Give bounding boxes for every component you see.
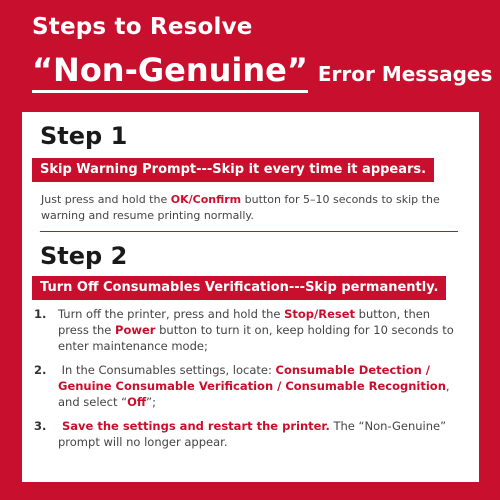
list-item	[34, 362, 464, 410]
instructions-card	[22, 112, 479, 482]
step2-banner: Turn Off Consumables Verification---Skip permanently.	[32, 276, 446, 300]
step1-banner: Skip Warning Prompt---Skip it every time it appears.	[32, 158, 434, 182]
step2-heading: Step 2	[40, 242, 128, 270]
list-highlight: Save the settings and restart the printer.	[58, 419, 330, 433]
list-highlight: Stop/Reset	[284, 307, 356, 321]
step1-text-part: Just press and hold the	[41, 193, 171, 206]
list-text: Turn off the printer, press and hold the	[58, 307, 285, 321]
list-number: 3.	[34, 419, 47, 433]
step1-heading: Step 1	[40, 122, 128, 150]
list-highlight: Consumable Detection / Genuine Consumable Verification / Consumable Recognition	[58, 363, 446, 393]
list-text: In the Consumables settings, locate:	[58, 363, 276, 377]
step1-highlight: OK/Confirm	[170, 193, 242, 206]
list-number: 2.	[34, 363, 47, 377]
divider	[40, 231, 458, 232]
page-title-line2	[32, 50, 492, 93]
list-text: button to turn it on, keep holding for 10 seconds to enter maintenance mode;	[58, 323, 454, 353]
list-number: 1.	[34, 307, 47, 321]
page-title-suffix: Error Messages	[317, 62, 493, 86]
list-text: ”;	[146, 395, 157, 409]
step1-text	[41, 192, 466, 224]
step2-list	[34, 306, 464, 458]
list-text: button, then press the	[58, 307, 431, 337]
page-title-highlight: “Non-Genuine”	[32, 50, 308, 93]
list-item	[34, 418, 464, 450]
step1-text-part: button for 5–10 seconds to skip the warning and resume printing normally.	[41, 193, 440, 222]
list-highlight: Off	[127, 395, 147, 409]
list-text: , and select “	[58, 379, 450, 409]
list-item	[34, 306, 464, 354]
list-highlight: Power	[115, 323, 156, 337]
page-title-line1: Steps to Resolve	[32, 14, 253, 40]
list-text: The “Non-Genuine” prompt will no longer appear.	[58, 419, 447, 449]
